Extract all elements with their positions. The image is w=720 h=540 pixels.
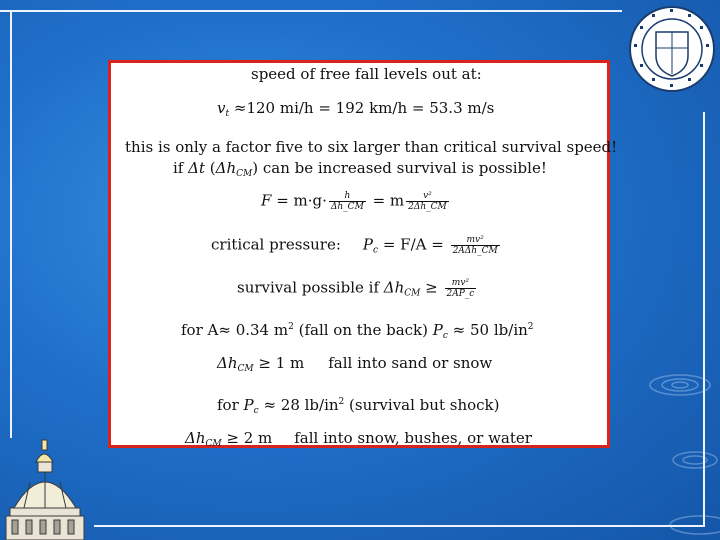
area-exponent: 2	[288, 322, 294, 332]
content-panel	[108, 60, 618, 449]
delta-h-symbol: Δh	[217, 354, 238, 372]
geq-sign: ≥	[420, 278, 443, 297]
survival-condition-label: survival possible if	[237, 278, 384, 297]
university-seal-icon	[626, 4, 718, 94]
c-subscript: c	[442, 331, 448, 341]
force-fraction-1	[329, 191, 366, 212]
velocity-values: ≈120 mi/h = 192 km/h = 53.3 m/s	[229, 99, 495, 117]
pressure-definition: = F/A =	[378, 235, 449, 254]
critical-pressure-label: critical pressure:	[211, 235, 341, 254]
height-2m: ≥ 2 m	[221, 429, 273, 447]
text-line-1	[251, 65, 482, 83]
text-line-3	[125, 138, 617, 156]
frame-rule-top	[0, 10, 622, 12]
c-subscript: c	[373, 245, 379, 256]
golden-dome-icon	[0, 438, 90, 540]
survival-fraction	[445, 278, 477, 299]
cm-subscript: CM	[205, 439, 222, 449]
velocity-subscript: t	[225, 109, 230, 119]
cm-subscript: CM	[404, 288, 421, 299]
pressure-value: ≈ 50 lb/in	[447, 321, 528, 339]
c-subscript: c	[253, 406, 259, 416]
velocity-symbol: v	[217, 99, 226, 117]
area-value: for A≈ 0.34 m	[181, 321, 289, 339]
free-fall-heading: speed of free fall levels out at:	[251, 65, 482, 83]
for-word: for	[217, 396, 244, 414]
fraction-numerator: mv²	[451, 235, 500, 246]
delta-h-symbol: Δh	[215, 159, 237, 177]
fraction-denominator: 2AP_c	[446, 289, 475, 299]
pressure-symbol: P	[243, 396, 254, 414]
pressure-fraction	[451, 235, 500, 256]
fraction-numerator: mv²	[445, 278, 477, 289]
cm-subscript: CM	[237, 364, 254, 374]
force-mg: = m·g·	[271, 191, 327, 210]
frame-rule-left	[10, 10, 12, 438]
force-equation	[261, 191, 451, 212]
fraction-denominator: 2AΔh_CM	[452, 246, 498, 256]
open-paren: (	[205, 159, 216, 177]
if-word: if	[173, 159, 189, 177]
pressure-value-28: ≈ 28 lb/in	[258, 396, 339, 414]
critical-pressure-line	[211, 235, 502, 260]
pressure-symbol: P	[362, 235, 374, 254]
fraction-denominator: Δh_CM	[330, 202, 364, 212]
terminal-velocity-line	[217, 99, 494, 123]
snow-bushes-water-line	[185, 429, 532, 453]
sand-snow-line	[217, 354, 492, 378]
cm-subscript: CM	[236, 169, 253, 179]
text-line-4	[173, 159, 547, 183]
fraction-numerator: h	[329, 191, 366, 202]
force-fraction-2	[406, 191, 449, 212]
pressure-exponent: 2	[527, 322, 534, 332]
force-m: = m	[367, 191, 405, 210]
fraction-denominator: 2Δh_CM	[408, 202, 447, 212]
fraction-numerator: v²	[406, 191, 449, 202]
delta-h-symbol: Δh	[383, 278, 405, 297]
delta-t-symbol: Δt	[188, 159, 205, 177]
sand-snow-text: fall into sand or snow	[328, 354, 493, 372]
pressure-symbol: P	[432, 321, 443, 339]
force-symbol: F	[261, 191, 272, 210]
water-ripple-icon	[600, 340, 720, 540]
survival-possible-text: ) can be increased survival is possible!	[252, 159, 547, 177]
pressure-exponent: 2	[338, 397, 345, 407]
back-fall-line	[181, 318, 534, 345]
factor-statement: this is only a factor five to six larger than critical survival speed!	[125, 138, 618, 156]
fall-on-back-text: (fall on the back)	[293, 321, 433, 339]
survival-shock-text: (survival but shock)	[344, 396, 500, 414]
snow-bushes-water-text: fall into snow, bushes, or water	[294, 429, 532, 447]
shock-line	[217, 393, 499, 420]
height-1m: ≥ 1 m	[253, 354, 305, 372]
survival-condition-line	[237, 278, 478, 303]
delta-h-symbol: Δh	[185, 429, 206, 447]
